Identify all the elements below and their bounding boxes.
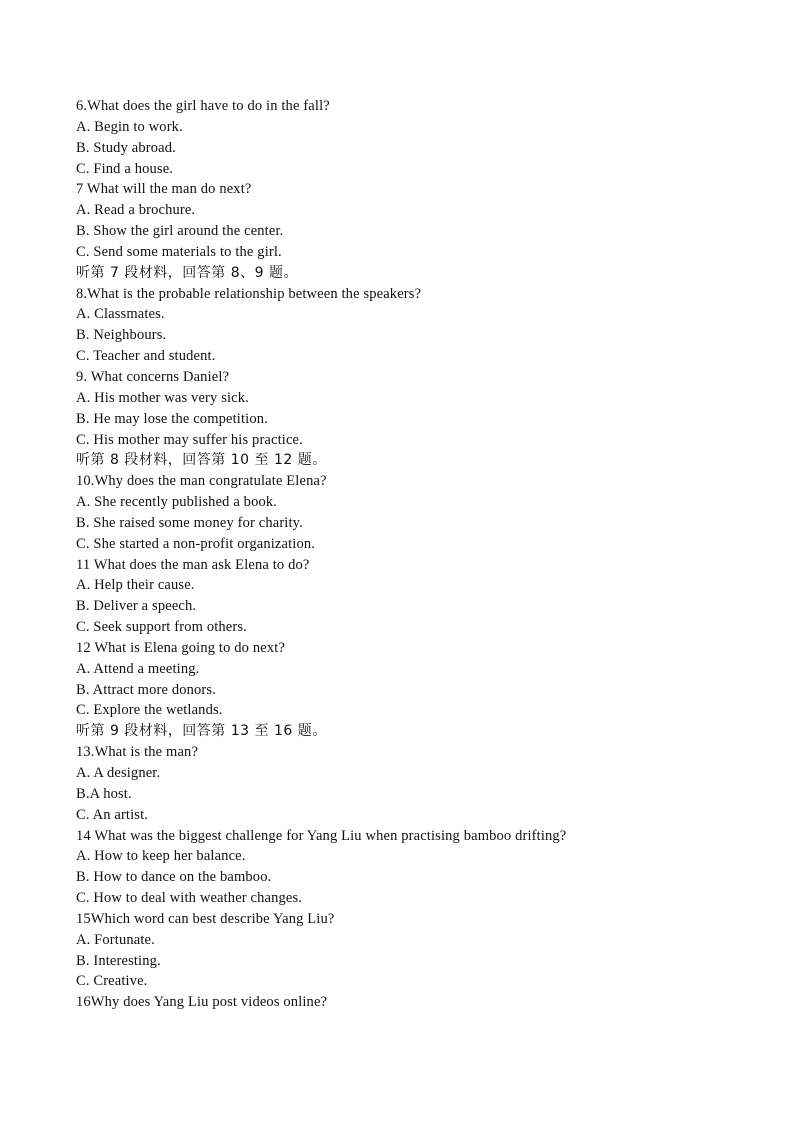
question-text: 13.What is the man?: [76, 744, 199, 761]
answer-option: B. Show the girl around the center.: [76, 223, 284, 240]
answer-option: A. A designer.: [76, 765, 161, 781]
answer-option: A. Help their cause.: [76, 577, 195, 594]
answer-option: C. Seek support from others.: [76, 619, 247, 636]
question-text: 12 What is Elena going to do next?: [76, 639, 285, 656]
question-text: 6.What does the girl have to do in the fall?: [76, 98, 330, 114]
answer-option: C. She started a non-profit organization.: [76, 535, 316, 552]
answer-option: C. Find a house.: [76, 160, 174, 177]
answer-option: B. Interesting.: [76, 952, 161, 969]
answer-option: A. Begin to work.: [76, 118, 183, 135]
question-list: [76, 96, 736, 1013]
answer-option: C. His mother may suffer his practice.: [76, 431, 303, 448]
answer-option: A. Fortunate.: [76, 931, 155, 948]
question-text: 11 What does the man ask Elena to do?: [76, 556, 310, 573]
answer-option: B. Study abroad.: [76, 139, 176, 156]
question-text: 15Which word can best describe Yang Liu?: [76, 910, 335, 927]
answer-option: C. An artist.: [76, 806, 149, 823]
answer-option: A. Classmates.: [76, 306, 165, 323]
answer-option: C. Creative.: [76, 973, 148, 990]
question-text: 9. What concerns Daniel?: [76, 368, 230, 385]
question-text: 14 What was the biggest challenge for Yang Liu when practising bamboo drifting?: [76, 827, 567, 844]
section-instruction: 听第 8 段材料，回答第 10 至 12 题。: [76, 452, 327, 469]
answer-option: C. Explore the wetlands.: [76, 702, 223, 719]
question-text: 7 What will the man do next?: [76, 181, 252, 198]
answer-option: C. How to deal with weather changes.: [76, 890, 303, 907]
answer-option: B. Deliver a speech.: [76, 598, 197, 615]
answer-option: B. How to dance on the bamboo.: [76, 869, 272, 886]
answer-option: C. Teacher and student.: [76, 348, 216, 365]
answer-option: A. His mother was very sick.: [76, 389, 249, 406]
question-text: 16Why does Yang Liu post videos online?: [76, 994, 328, 1011]
answer-option: A. She recently published a book.: [76, 494, 278, 511]
answer-option: A. How to keep her balance.: [76, 848, 246, 865]
answer-option: B. She raised some money for charity.: [76, 514, 303, 531]
answer-option: A. Read a brochure.: [76, 202, 196, 219]
answer-option: B.A host.: [76, 785, 132, 802]
answer-option: B. He may lose the competition.: [76, 410, 268, 427]
answer-option: A. Attend a meeting.: [76, 660, 200, 677]
section-instruction: 听第 7 段材料，回答第 8、9 题。: [76, 264, 299, 281]
question-text: 10.Why does the man congratulate Elena?: [76, 473, 327, 490]
section-instruction: 听第 9 段材料，回答第 13 至 16 题。: [76, 723, 327, 740]
answer-option: B. Neighbours.: [76, 327, 167, 344]
answer-option: C. Send some materials to the girl.: [76, 243, 282, 260]
question-text: 8.What is the probable relationship between the speakers?: [76, 285, 422, 302]
answer-option: B. Attract more donors.: [76, 681, 216, 698]
